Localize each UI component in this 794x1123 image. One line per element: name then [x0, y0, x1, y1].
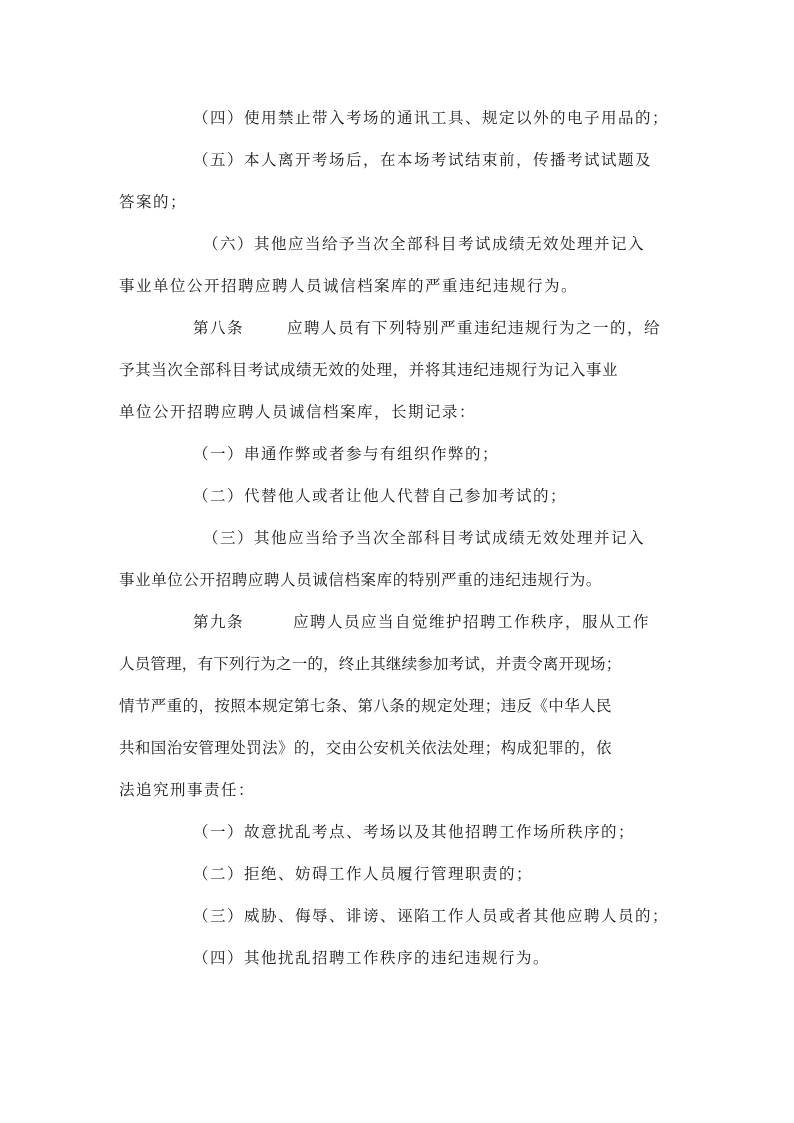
- text-line: 事业单位公开招聘应聘人员诚信档案库的特别严重的违纪违规行为。: [119, 571, 603, 589]
- text-line: 单位公开招聘应聘人员诚信档案库，长期记录：: [119, 403, 477, 421]
- text-line: （五）本人离开考场后，在本场考试结束前，传播考试试题及: [193, 151, 653, 169]
- text-line: （六）其他应当给予当次全部科目考试成绩无效处理并记入: [203, 235, 646, 253]
- text-line: 法追究刑事责任：: [119, 781, 256, 799]
- text-line: （四）使用禁止带入考场的通讯工具、规定以外的电子用品的；: [193, 109, 670, 127]
- text-line: 人员管理，有下列行为之一的，终止其继续参加考试，并责令离开现场；: [119, 655, 622, 673]
- text-line: 答案的；: [119, 193, 188, 211]
- text-line: （二）代替他人或者让他人代替自己参加考试的；: [193, 487, 568, 505]
- article-number: 第九条: [193, 613, 245, 631]
- text-line: （三）其他应当给予当次全部科目考试成绩无效处理并记入: [203, 529, 646, 547]
- article-number: 第八条: [193, 319, 245, 337]
- text-line: 事业单位公开招聘应聘人员诚信档案库的严重违纪违规行为。: [119, 277, 579, 295]
- text-line: 予其当次全部科目考试成绩无效的处理，并将其违纪违规行为记入事业: [119, 361, 619, 379]
- text-line: （三）威胁、侮辱、诽谤、诬陷工作人员或者其他应聘人员的；: [193, 907, 670, 925]
- text-line: 应聘人员有下列特别严重违纪违规行为之一的，给: [287, 319, 662, 337]
- text-line: （四）其他扰乱招聘工作秩序的违纪违规行为。: [193, 949, 551, 967]
- text-line: （一）故意扰乱考点、考场以及其他招聘工作场所秩序的；: [193, 823, 636, 841]
- text-line: （二）拒绝、妨碍工作人员履行管理职责的；: [193, 865, 534, 883]
- text-line: 应聘人员应当自觉维护招聘工作秩序，服从工作: [293, 613, 651, 631]
- text-line: 情节严重的，按照本规定第七条、第八条的规定处理；违反《中华人民: [119, 697, 612, 715]
- text-line: （一）串通作弊或者参与有组织作弊的；: [193, 445, 500, 463]
- text-line: 共和国治安管理处罚法》的，交由公安机关依法处理；构成犯罪的，依: [119, 739, 612, 757]
